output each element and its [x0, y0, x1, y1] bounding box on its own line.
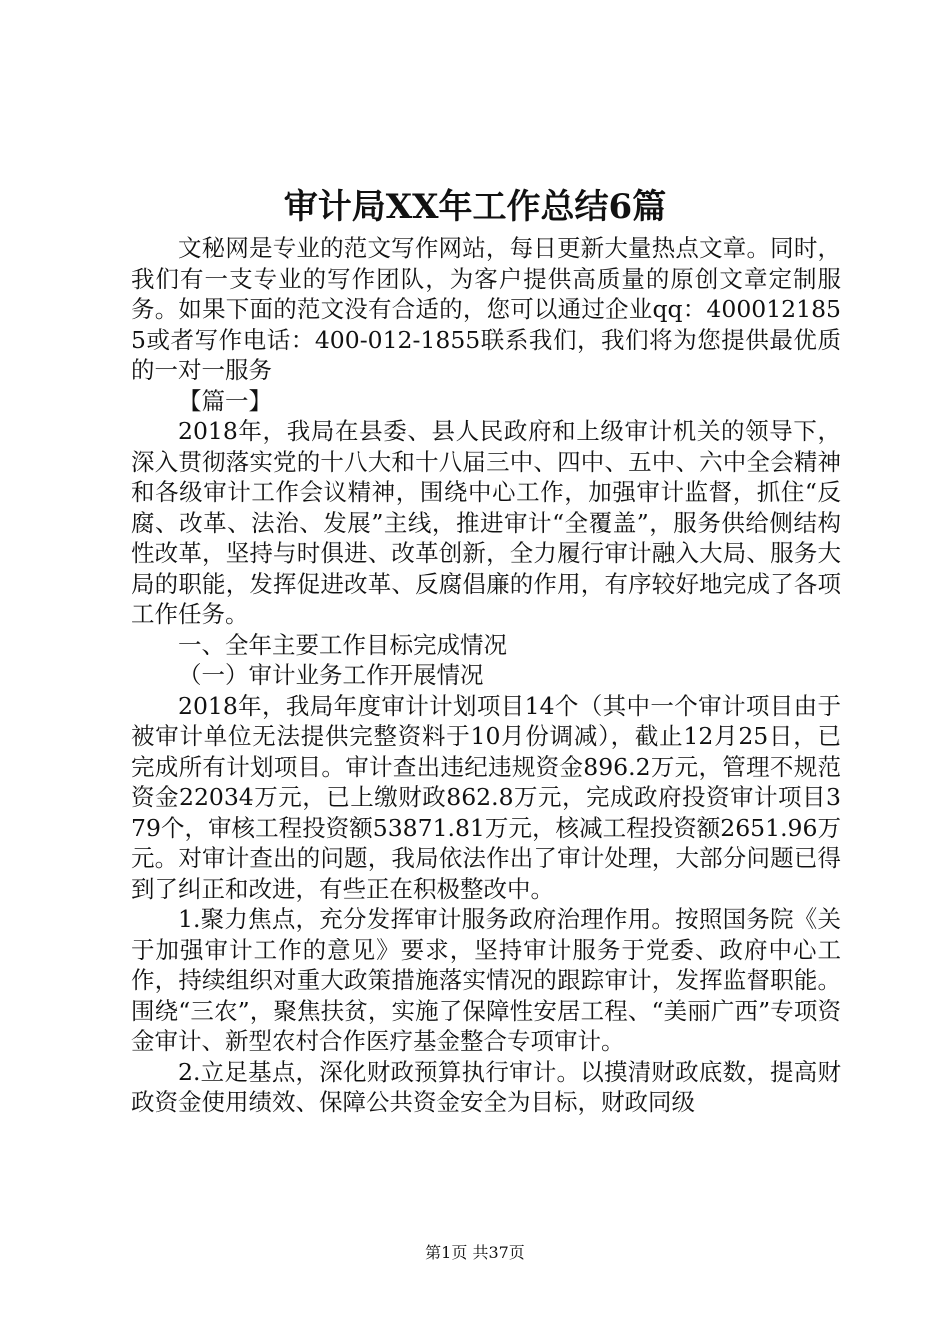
document-title: 审计局XX年工作总结6篇 [283, 187, 667, 227]
body-paragraph: 2018年，我局年度审计计划项目14个（其中一个审计项目由于被审计单位无法提供完整资料于10月份调减），截止12月25日，已完成所有计划项目。审计查出违纪违规资金896.2万元，管理不规范资金22034万元，已上缴财政862.8万元，完成政府投资审计项目379个，审核工程投资额53871.81万元，核减工程投资额2651.96万元。对审计查出的问题，我局依法作出了审计处理，大部分问题已得到了纠正和改进，有些正在积极整改中。 [131, 691, 841, 903]
body-paragraph: 2.立足基点，深化财政预算执行审计。以摸清财政底数，提高财政资金使用绩效、保障公共资金安全为目标，财政同级 [131, 1057, 841, 1116]
body-paragraph: 1.聚力焦点，充分发挥审计服务政府治理作用。按照国务院《关于加强审计工作的意见》要求，坚持审计服务于党委、政府中心工作，持续组织对重大政策措施落实情况的跟踪审计，发挥监督职能。围绕“三农”，聚焦扶贫，实施了保障性安居工程、“美丽广西”专项资金审计、新型农村合作医疗基金整合专项审计。 [131, 905, 841, 1055]
subsection-heading: 一、全年主要工作目标完成情况 [178, 630, 507, 659]
intro-paragraph: 文秘网是专业的范文写作网站，每日更新大量热点文章。同时，我们有一支专业的写作团队，为客户提供高质量的原创文章定制服务。如果下面的范文没有合适的，您可以通过企业qq：4000121855或者写作电话：400-012-1855联系我们，我们将为您提供最优质的一对一服务 [131, 234, 841, 384]
document-body [131, 233, 841, 1118]
section-heading: 【篇一】 [178, 386, 272, 415]
subsection-heading: （一）审计业务工作开展情况 [178, 661, 484, 689]
page-number-footer: 第1页 共37页 [425, 1243, 525, 1262]
body-paragraph: 2018年，我局在县委、县人民政府和上级审计机关的领导下，深入贯彻落实党的十八大和十八届三中、四中、五中、六中全会精神和各级审计工作会议精神，围绕中心工作，加强审计监督，抓住“反腐、改革、法治、发展”主线，推进审计“全覆盖”，服务供给侧结构性改革，坚持与时俱进、改革创新，全力履行审计融入大局、服务大局的职能，发挥促进改革、反腐倡廉的作用，有序较好地完成了各项工作任务。 [131, 417, 841, 628]
